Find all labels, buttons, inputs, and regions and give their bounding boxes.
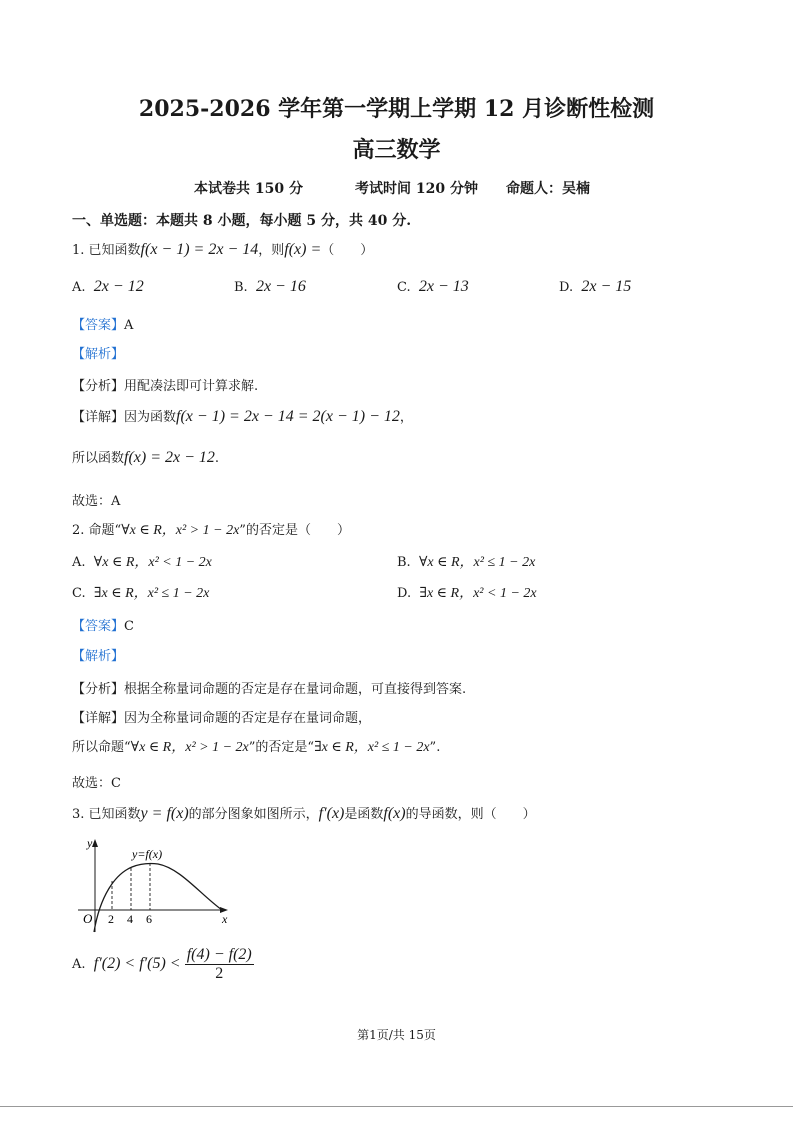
q3-graph bbox=[70, 836, 240, 936]
origin-label: O bbox=[83, 911, 93, 926]
q1-mid: ，则 bbox=[258, 243, 285, 258]
exam-author: 命题人：吴楠 bbox=[506, 181, 590, 197]
q1-so: 所以函数f(x) = 2x − 12. bbox=[72, 449, 220, 466]
q1-paren: （ ） bbox=[321, 243, 374, 258]
q1-expr: f(x − 1) = 2x − 14 bbox=[140, 241, 259, 258]
q1-option-a: A. 2x − 12 bbox=[72, 278, 144, 295]
q1-option-d: D. 2x − 15 bbox=[559, 278, 632, 295]
exam-score: 本试卷共 150 分 bbox=[194, 181, 303, 197]
q2-option-d: D. ∃x ∈ R，x² < 1 − 2x bbox=[397, 586, 537, 601]
x-label: x bbox=[222, 912, 228, 926]
q2-so: 所以命题“∀x ∈ R，x² > 1 − 2x”的否定是“∃x ∈ R，x² ≤ 1 − 2x”. bbox=[72, 740, 441, 755]
q1-answer: 【答案】A bbox=[72, 318, 134, 333]
q3-option-a: A. f′(2) < f′(5) < $\frac{f(4) - f(2)}{2}$ bbox=[72, 946, 252, 982]
bottom-rule bbox=[0, 1106, 793, 1107]
q2-answer: 【答案】C bbox=[72, 619, 134, 634]
page-title: 2025-2026 学年第一学期上学期 12 月诊断性检测 bbox=[138, 96, 655, 122]
tick-2: 2 bbox=[108, 912, 114, 926]
q2-fenxi: 【分析】根据全称量词命题的否定是存在量词命题，可直接得到答案. bbox=[72, 682, 467, 697]
q1-fenxi: 【分析】用配凑法即可计算求解. bbox=[72, 379, 259, 394]
curve-label: y=f(x) bbox=[132, 847, 163, 861]
section-heading: 一、单选题：本题共 8 小题，每小题 5 分，共 40 分. bbox=[72, 213, 412, 229]
page-footer: 第1页/共 15页 bbox=[357, 1028, 436, 1042]
q1-ask: f(x) = bbox=[284, 241, 322, 258]
q1-prefix: 1. 已知函数 bbox=[72, 243, 141, 258]
q2-choose: 故选：C bbox=[72, 776, 121, 791]
q1-choose: 故选：A bbox=[72, 494, 121, 509]
y-axis-arrow bbox=[92, 839, 98, 847]
q2-stem: 2. 命题“∀x ∈ R，x² > 1 − 2x”的否定是（ ） bbox=[72, 523, 350, 538]
q3-stem: 3. 已知函数y = f(x)的部分图象如图所示，f′(x)是函数f(x)的导函数，则（ ） bbox=[72, 805, 536, 822]
q2-option-a: A. ∀x ∈ R，x² < 1 − 2x bbox=[72, 555, 212, 570]
q2-analysis-tag: 【解析】 bbox=[72, 649, 125, 664]
q1-option-c: C. 2x − 13 bbox=[397, 278, 469, 295]
q2-detail: 【详解】因为全称量词命题的否定是存在量词命题， bbox=[72, 711, 372, 726]
y-label: y bbox=[87, 836, 93, 850]
q2-option-c: C. ∃x ∈ R，x² ≤ 1 − 2x bbox=[72, 586, 210, 601]
q3-option-a-fraction: $\frac{f(4) - f(2)}{2}$ bbox=[186, 946, 252, 982]
q1-analysis-tag: 【解析】 bbox=[72, 347, 125, 362]
q1-stem bbox=[72, 239, 373, 259]
q2-option-b: B. ∀x ∈ R，x² ≤ 1 − 2x bbox=[397, 555, 536, 570]
page-subtitle: 高三数学 bbox=[352, 137, 441, 163]
tick-4: 4 bbox=[127, 912, 133, 926]
q1-detail: 【详解】因为函数f(x − 1) = 2x − 14 = 2(x − 1) − 12， bbox=[72, 408, 413, 425]
exam-time: 考试时间 120 分钟 bbox=[355, 181, 478, 197]
q1-option-b: B. 2x − 16 bbox=[234, 278, 306, 295]
tick-6: 6 bbox=[146, 912, 152, 926]
